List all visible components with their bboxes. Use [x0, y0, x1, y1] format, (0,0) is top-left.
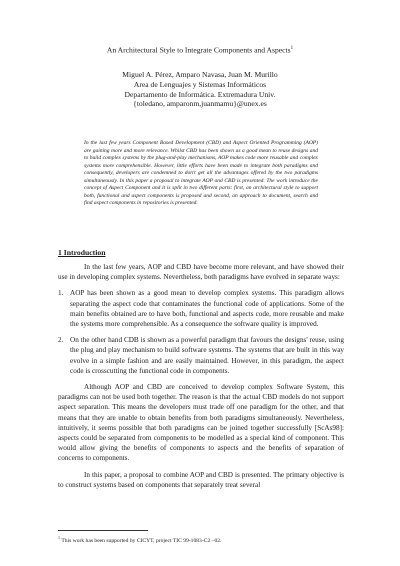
section-heading: 1 Introduction [58, 248, 106, 257]
list-number: 1. [58, 289, 64, 298]
author-emails: {toledano, amparonm,juanmamu}@unex.es [133, 99, 267, 109]
title-footnote-mark: 1 [290, 46, 294, 51]
list-item [58, 288, 344, 329]
paragraph: In this paper, a proposal to combine AOP and CBD is presented. The primary objective is to construct systems based on components that separately treat several [58, 470, 344, 489]
list-item [58, 335, 344, 376]
author-department: Departamento de Informática. Extremadura Univ. [124, 89, 276, 99]
abstract: In the last few years Component Based Development (CBD) and Aspect Oriented Programming (AOP) are gaining more and more relevance. Whilst CBD has been shown as a good mean to reuse designs and to build complex systems by the plug-and-play mechanisms, AOP makes code more reusable and complex systems more comprehensible. However, little efforts have been made to integrate both paradigms and consequently, developers are condemned to don't get all the advantages offered by the two paradigms simultaneously. In this paper a proposal to integrate AOP and CBD is presented. The work introduce the concept of Aspect Component and it is split in two different parts: first, an architectural style to support both, functional and aspect components is proposed and second, an approach to document, search and find aspect components in repositories is presented. [84, 140, 318, 207]
paper-title [0, 44, 400, 56]
paper-title-text: An Architectural Style to Integrate Components and Aspects [106, 45, 291, 55]
footnote-text: This work has been supported by CICYT, project TIC 99-1083-C2 –02. [61, 537, 222, 544]
list-number: 2. [58, 336, 64, 345]
paragraph: Although AOP and CBD are conceived to develop complex Software System, this paradigms can not be used both together. The reason is that the actual CBD models do not support aspect separation. This means the developers must trade off one paradigm for the other, and that means that they are unable to obtain benefits from both paradigms simultaneously. Nevertheless, intuitively, it seems possible that both paradigms can be joined together successfully [ScAs98]: aspects could be separated from components to be modelled as a special kind of component. This would allow giving the benefits of components to aspects and the benefits of separation of concerns to components. [58, 383, 344, 463]
list-text: AOP has been shown as a good mean to develop complex systems. This paradigm allows separating the aspect code that contaminates the functional code of applications. Some of the main benefits obtained are to have both, functional and aspects code, more reusable and make the systems more comprehensible. As a consequence the software quality is improved. [70, 289, 344, 329]
author-area: Area de Lenguajes y Sistemas Informáticos [133, 79, 267, 89]
author-names: Miguel A. Pérez, Amparo Navasa, Juan M. Murillo [122, 70, 278, 79]
list-text: On the other hand CDB is shown as a powerful paradigm that favours the designs' reuse, using the plug and play mechanism to build software systems. The systems that are built in this way evolve in a simple fashion and are easily maintained. However, in this paradigm, the aspect code is crosscutting the functional code in components. [70, 336, 344, 375]
body-text [58, 262, 344, 496]
footnote-mark: 1 [58, 535, 60, 540]
footnote-divider [58, 530, 148, 531]
footnote [58, 534, 221, 545]
paragraph: In the last few years, AOP and CBD have become more relevant, and have showed their use in developing complex systems. Nevertheless, both paradigms have evolved in separate ways: [58, 263, 344, 282]
author-block [0, 70, 400, 109]
